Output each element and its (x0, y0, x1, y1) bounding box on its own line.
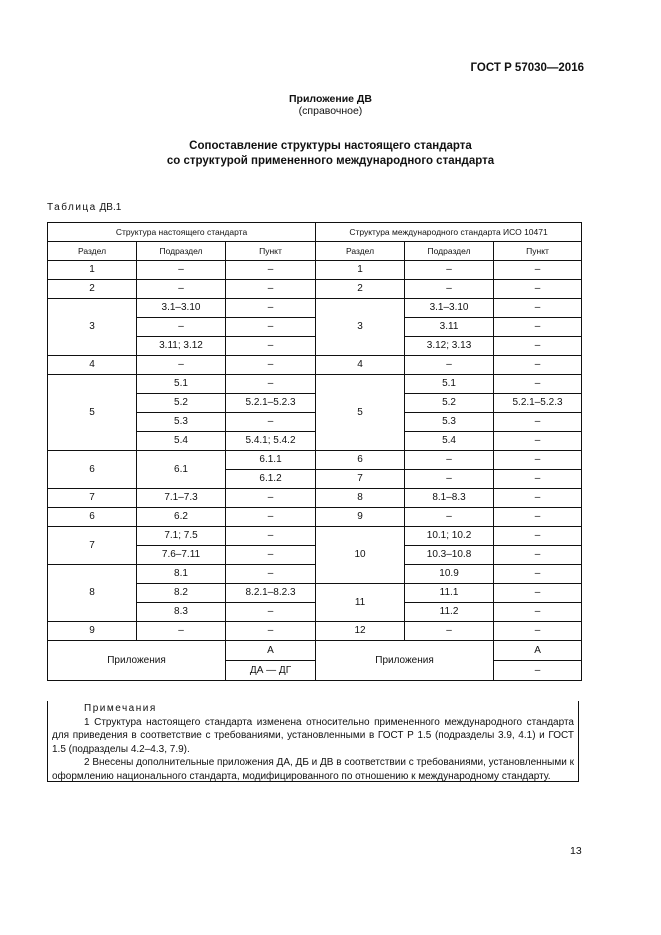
cell-right-section: 6 (316, 451, 405, 470)
cell-right-clause: – (494, 356, 582, 375)
cell-right-clause: – (494, 565, 582, 584)
table-caption-id: ДВ.1 (99, 202, 122, 213)
cell-left-subsection: 8.2 (137, 584, 226, 603)
cell-left-clause: – (226, 603, 316, 622)
cell-right-subsection: – (405, 622, 494, 641)
cell-left-section: 5 (48, 375, 137, 451)
cell-right-subsection: 3.12; 3.13 (405, 337, 494, 356)
cell-right-section: 12 (316, 622, 405, 641)
page-title-line-1: Сопоставление структуры настоящего стандарта (189, 140, 472, 152)
cell-right-clause: – (494, 527, 582, 546)
table-row (48, 451, 582, 470)
cell-right-clause: – (494, 451, 582, 470)
cell-left-subsection: 3.11; 3.12 (137, 337, 226, 356)
cell-left-subsection: 7.6–7.11 (137, 546, 226, 565)
cell-right-subsection: 5.4 (405, 432, 494, 451)
col-header-clause: Пункт (494, 242, 582, 261)
cell-left-subsection: 5.4 (137, 432, 226, 451)
cell-right-subsection: 3.1–3.10 (405, 299, 494, 318)
cell-left-clause: – (226, 318, 316, 337)
cell-left-appendix-value: А (226, 641, 316, 661)
cell-right-clause: – (494, 375, 582, 394)
cell-left-clause: 5.4.1; 5.4.2 (226, 432, 316, 451)
cell-left-appendix-label: Приложения (48, 641, 226, 681)
cell-right-section: 2 (316, 280, 405, 299)
cell-left-clause: 6.1.2 (226, 470, 316, 489)
cell-right-subsection: 10.1; 10.2 (405, 527, 494, 546)
table-row (48, 622, 582, 641)
table-row (48, 565, 582, 584)
annex-title: Приложение ДВ (289, 93, 372, 105)
cell-left-section: 7 (48, 527, 137, 565)
cell-right-subsection: 5.3 (405, 413, 494, 432)
table-row-appendix (48, 641, 582, 661)
cell-right-appendix-label: Приложения (316, 641, 494, 681)
cell-right-subsection: – (405, 280, 494, 299)
cell-left-section: 3 (48, 299, 137, 356)
structure-comparison-table (47, 222, 582, 681)
cell-left-clause: – (226, 375, 316, 394)
cell-right-clause: – (494, 470, 582, 489)
cell-right-subsection: 10.9 (405, 565, 494, 584)
cell-left-section: 2 (48, 280, 137, 299)
cell-left-clause: – (226, 280, 316, 299)
cell-left-subsection: 7.1–7.3 (137, 489, 226, 508)
table-row (48, 261, 582, 280)
cell-left-clause: – (226, 337, 316, 356)
table-row (48, 280, 582, 299)
page-number: 13 (570, 845, 582, 857)
cell-left-section: 7 (48, 489, 137, 508)
table-caption (47, 202, 121, 213)
cell-left-section: 6 (48, 508, 137, 527)
note-item: 1 Структура настоящего стандарта изменена относительно примененного международного стандарта для приведения в соответствие с требованиями, установленными в ГОСТ Р 1.5 (подразделы 3.9, 4.1) и ГОСТ 1.5 (подразделы 4.2–4.3, 7.9). (52, 716, 574, 755)
cell-left-section: 8 (48, 565, 137, 622)
col-header-subsection: Подраздел (405, 242, 494, 261)
cell-right-clause: – (494, 432, 582, 451)
col-header-subsection: Подраздел (137, 242, 226, 261)
col-header-section: Раздел (316, 242, 405, 261)
cell-right-subsection: – (405, 261, 494, 280)
cell-left-clause: – (226, 299, 316, 318)
cell-left-clause: 8.2.1–8.2.3 (226, 584, 316, 603)
table-row (48, 356, 582, 375)
cell-left-appendix-value: ДА — ДГ (226, 661, 316, 681)
cell-right-section: 1 (316, 261, 405, 280)
cell-left-subsection: – (137, 280, 226, 299)
cell-right-appendix-value: – (494, 661, 582, 681)
cell-right-clause: – (494, 261, 582, 280)
cell-left-clause: – (226, 546, 316, 565)
cell-left-section: 1 (48, 261, 137, 280)
cell-right-clause: – (494, 508, 582, 527)
cell-left-subsection: 5.3 (137, 413, 226, 432)
cell-left-clause: 6.1.1 (226, 451, 316, 470)
cell-left-subsection: – (137, 622, 226, 641)
table-row (48, 508, 582, 527)
cell-left-subsection: 8.3 (137, 603, 226, 622)
notes-box (47, 701, 579, 782)
cell-right-subsection: 5.2 (405, 394, 494, 413)
col-header-section: Раздел (48, 242, 137, 261)
cell-left-subsection: 6.2 (137, 508, 226, 527)
annex-subtitle: (справочное) (298, 105, 363, 117)
cell-right-section: 10 (316, 527, 405, 584)
cell-right-clause: – (494, 603, 582, 622)
cell-left-clause: 5.2.1–5.2.3 (226, 394, 316, 413)
page-title (0, 139, 661, 169)
note-item: 2 Внесены дополнительные приложения ДА, ДБ и ДВ в соответствии с требованиями, установленными к оформлению национального стандарта, модифицированного по отношению к международному стандарту. (52, 757, 574, 782)
cell-right-clause: – (494, 318, 582, 337)
cell-left-subsection: 7.1; 7.5 (137, 527, 226, 546)
cell-left-clause: – (226, 413, 316, 432)
cell-left-subsection: – (137, 356, 226, 375)
cell-left-subsection: – (137, 261, 226, 280)
document-code: ГОСТ Р 57030—2016 (470, 62, 584, 74)
cell-left-subsection: 5.1 (137, 375, 226, 394)
cell-right-subsection: 11.1 (405, 584, 494, 603)
cell-right-clause: – (494, 280, 582, 299)
table-row (48, 527, 582, 546)
cell-left-clause: – (226, 356, 316, 375)
cell-right-section: 11 (316, 584, 405, 622)
page-title-line-2: со структурой примененного международного стандарта (166, 155, 495, 167)
cell-right-appendix-value: А (494, 641, 582, 661)
cell-left-subsection: – (137, 318, 226, 337)
cell-right-subsection: 3.11 (405, 318, 494, 337)
cell-left-clause: – (226, 527, 316, 546)
cell-left-clause: – (226, 489, 316, 508)
cell-right-subsection: 10.3–10.8 (405, 546, 494, 565)
cell-right-clause: – (494, 622, 582, 641)
cell-right-section: 3 (316, 299, 405, 356)
col-header-clause: Пункт (226, 242, 316, 261)
table-group-header-row (48, 223, 582, 242)
cell-left-clause: – (226, 622, 316, 641)
cell-right-subsection: – (405, 508, 494, 527)
group-header-national: Структура настоящего стандарта (48, 223, 316, 242)
cell-right-clause: – (494, 299, 582, 318)
table-column-header-row (48, 242, 582, 261)
cell-right-clause: – (494, 489, 582, 508)
cell-right-subsection: – (405, 356, 494, 375)
cell-right-section: 9 (316, 508, 405, 527)
cell-left-clause: – (226, 508, 316, 527)
table-row (48, 489, 582, 508)
cell-left-clause: – (226, 261, 316, 280)
cell-right-clause: – (494, 337, 582, 356)
table-caption-word: Таблица (47, 202, 97, 213)
cell-left-subsection: 5.2 (137, 394, 226, 413)
cell-right-subsection: – (405, 451, 494, 470)
notes-title: Примечания (84, 703, 157, 714)
cell-left-section: 4 (48, 356, 137, 375)
cell-right-clause: 5.2.1–5.2.3 (494, 394, 582, 413)
cell-left-subsection: 3.1–3.10 (137, 299, 226, 318)
cell-right-section: 7 (316, 470, 405, 489)
table-row (48, 299, 582, 318)
cell-right-clause: – (494, 546, 582, 565)
cell-right-subsection: – (405, 470, 494, 489)
cell-right-subsection: 8.1–8.3 (405, 489, 494, 508)
cell-right-section: 4 (316, 356, 405, 375)
cell-right-clause: – (494, 584, 582, 603)
cell-left-section: 9 (48, 622, 137, 641)
cell-right-section: 5 (316, 375, 405, 451)
cell-right-section: 8 (316, 489, 405, 508)
cell-left-subsection: 8.1 (137, 565, 226, 584)
cell-right-subsection: 11.2 (405, 603, 494, 622)
cell-right-subsection: 5.1 (405, 375, 494, 394)
cell-left-clause: – (226, 565, 316, 584)
cell-right-clause: – (494, 413, 582, 432)
group-header-international: Структура международного стандарта ИСО 10471 (316, 223, 582, 242)
cell-left-subsection: 6.1 (137, 451, 226, 489)
table-row (48, 375, 582, 394)
cell-left-section: 6 (48, 451, 137, 489)
